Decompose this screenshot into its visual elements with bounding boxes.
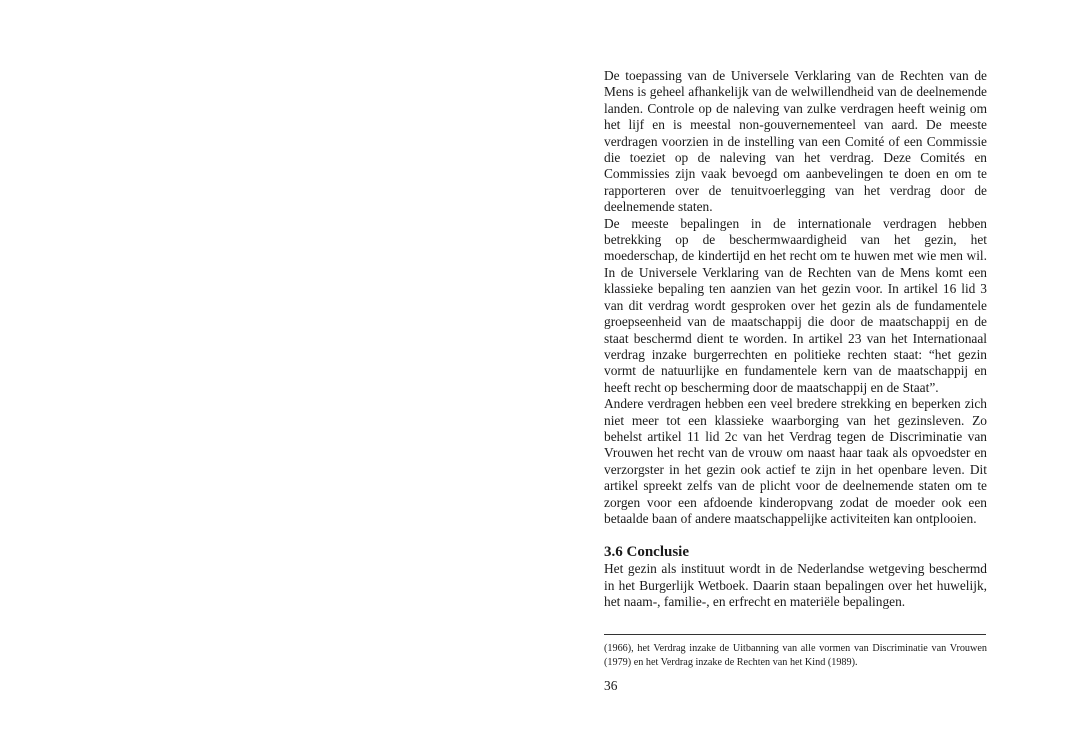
body-paragraph-1: De toepassing van de Universele Verklaring van de Rechten van de Mens is geheel afhankelijk van de welwillendheid van de deelnemende landen. Controle op de naleving van zulke verdragen heeft weinig om het lijf en is meestal non-gouvernementeel van aard. De meeste verdragen voorzien in de instelling van een Comité of een Commissie die toeziet op de naleving van het verdrag. Deze Comités en Commissies zijn vaak bevoegd om aanbevelingen te doen en om te rapporteren over de tenuitvoerlegging van het verdrag door de deelnemende staten. (604, 68, 987, 215)
page-number: 36 (604, 678, 618, 693)
footnote-text: (1966), het Verdrag inzake de Uitbanning van alle vormen van Discriminatie van Vrouwen (1979) en het Verdrag inzake de Rechten van het Kind (1989). (604, 643, 987, 668)
section-heading: 3.6 Conclusie (604, 544, 690, 561)
page-text-column (604, 68, 987, 611)
body-paragraph-2: De meeste bepalingen in de internationale verdragen hebben betrekking op de beschermwaardigheid van het gezin, het moederschap, de kindertijd en het recht om te huwen met wie men wil. In de Universele Verklaring van de Rechten van de Mens komt een klassieke bepaling ten aanzien van het gezin voor. In artikel 16 lid 3 van dit verdrag wordt gesproken over het gezin als de fundamentele groepseenheid van de maatschappij die door de maatschappij en de staat beschermd dient te worden. In artikel 23 van het Internationaal verdrag inzake burgerrechten en politieke rechten staat: “het gezin vormt de natuurlijke en fundamentele kern van de maatschappij en heeft recht op bescherming door de maatschappij en de Staat”. (604, 215, 987, 395)
body-paragraph-3: Andere verdragen hebben een veel bredere strekking en beperken zich niet meer tot een klassieke waarborging van het gezinsleven. Zo behelst artikel 11 lid 2c van het Verdrag tegen de Discriminatie van Vrouwen het recht van de vrouw om naast haar taak als opvoedster en verzorgster in het gezin ook actief te zijn in het openbare leven. Dit artikel spreekt zelfs van de plicht voor de deelnemende staten om te zorgen voor een afdoende kinderopvang zodat de moeder ook een betaalde baan of andere maatschappelijke activiteiten kan ontplooien. (604, 396, 987, 526)
footnote-divider (604, 634, 986, 635)
section-paragraph: Het gezin als instituut wordt in de Nederlandse wetgeving beschermd in het Burgerlijk Wetboek. Daarin staan bepalingen over het huwelijk, het naam-, familie-, en erfrecht en materiële bepalingen. (604, 561, 987, 610)
